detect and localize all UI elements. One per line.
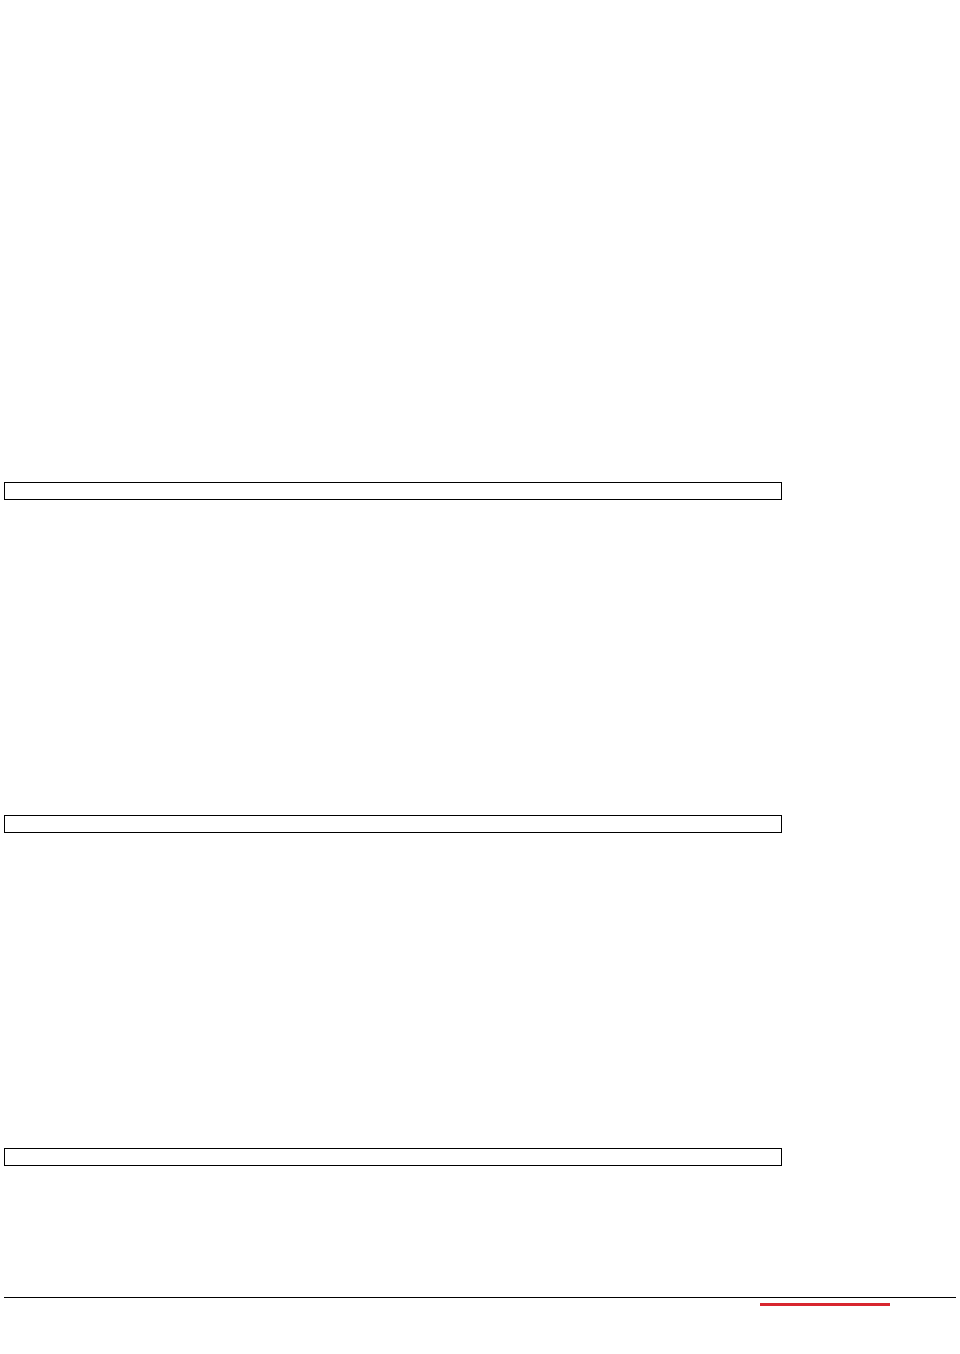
domtel-logo: [760, 1302, 900, 1342]
logo-underline: [760, 1303, 890, 1306]
footer-divider: [4, 1297, 956, 1298]
record-row: [4, 482, 782, 500]
record-row: [4, 1148, 782, 1166]
record-row: [4, 815, 782, 833]
